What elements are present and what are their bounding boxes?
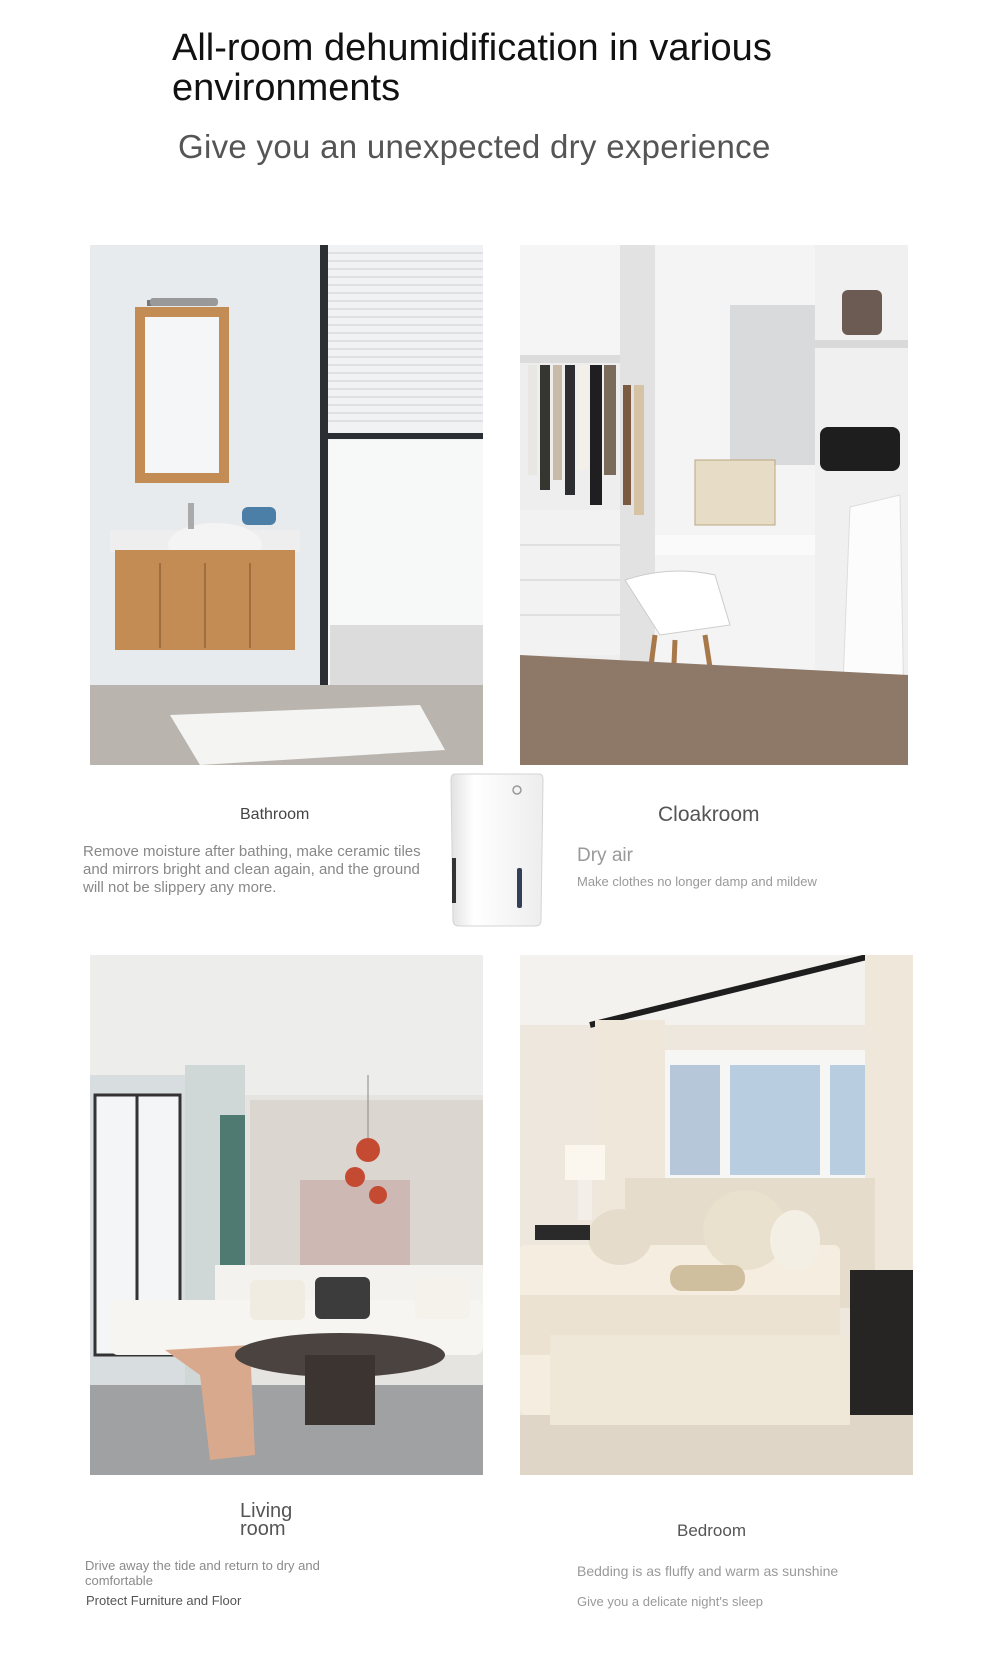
cloakroom-description: Make clothes no longer damp and mildew (577, 874, 817, 889)
bedroom-description: Bedding is as fluffy and warm as sunshine (577, 1563, 839, 1579)
living-room-label: Living room (240, 1500, 293, 1540)
cloakroom-label: Cloakroom (658, 803, 760, 826)
page-title: All-room dehumidification in various environments (172, 27, 772, 109)
dehumidifier-product-image (447, 770, 547, 930)
cloakroom-headline: Dry air (577, 845, 633, 866)
bedroom-photo (520, 955, 913, 1475)
living-room-photo (90, 955, 483, 1475)
bedroom-label: Bedroom (677, 1521, 746, 1540)
living-room-note: Protect Furniture and Floor (86, 1593, 242, 1608)
cloakroom-photo (520, 245, 908, 765)
living-room-description: Drive away the tide and return to dry and comfortable (85, 1558, 320, 1588)
bathroom-label: Bathroom (240, 806, 310, 823)
bathroom-description: Remove moisture after bathing, make ceramic tiles and mirrors bright and clean again, and the ground will not be slippery any more. (83, 843, 421, 896)
bedroom-note: Give you a delicate night's sleep (577, 1594, 764, 1609)
page-subtitle: Give you an unexpected dry experience (178, 128, 771, 165)
bathroom-photo (90, 245, 483, 765)
